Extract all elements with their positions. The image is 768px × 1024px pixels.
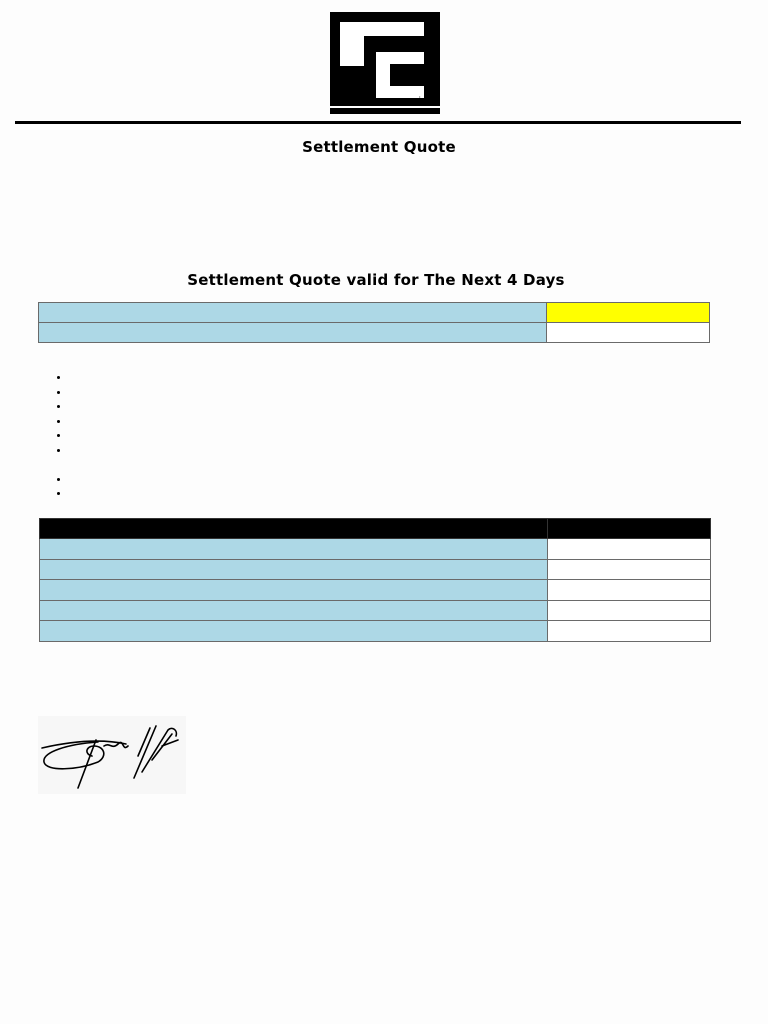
signature-image — [38, 716, 186, 794]
breakdown-value-cell — [548, 621, 711, 642]
breakdown-label-cell — [40, 580, 548, 601]
quote-label-cell — [39, 323, 547, 343]
quote-label-cell — [39, 303, 547, 323]
company-logo — [330, 12, 440, 114]
breakdown-value-cell — [548, 539, 711, 560]
table-row — [39, 303, 710, 323]
breakdown-label-cell — [40, 621, 548, 642]
table-row — [40, 559, 711, 580]
table-row — [40, 600, 711, 621]
breakdown-label-cell — [40, 600, 548, 621]
table-row — [39, 323, 710, 343]
table-header-row — [40, 519, 711, 539]
validity-heading: Settlement Quote valid for The Next 4 Days — [187, 271, 565, 289]
breakdown-table — [39, 518, 711, 642]
document-title: Settlement Quote — [302, 138, 456, 156]
quote-value-cell — [547, 323, 710, 343]
header-label-cell — [40, 519, 548, 539]
header-value-cell — [548, 519, 711, 539]
breakdown-label-cell — [40, 559, 548, 580]
quote-amount-cell — [547, 303, 710, 323]
header-divider — [15, 121, 741, 124]
breakdown-value-cell — [548, 559, 711, 580]
table-row — [40, 580, 711, 601]
table-row — [40, 539, 711, 560]
quote-table — [38, 302, 710, 343]
breakdown-value-cell — [548, 580, 711, 601]
breakdown-label-cell — [40, 539, 548, 560]
breakdown-value-cell — [548, 600, 711, 621]
svg-text:inc.: inc. — [418, 95, 432, 105]
table-row — [40, 621, 711, 642]
